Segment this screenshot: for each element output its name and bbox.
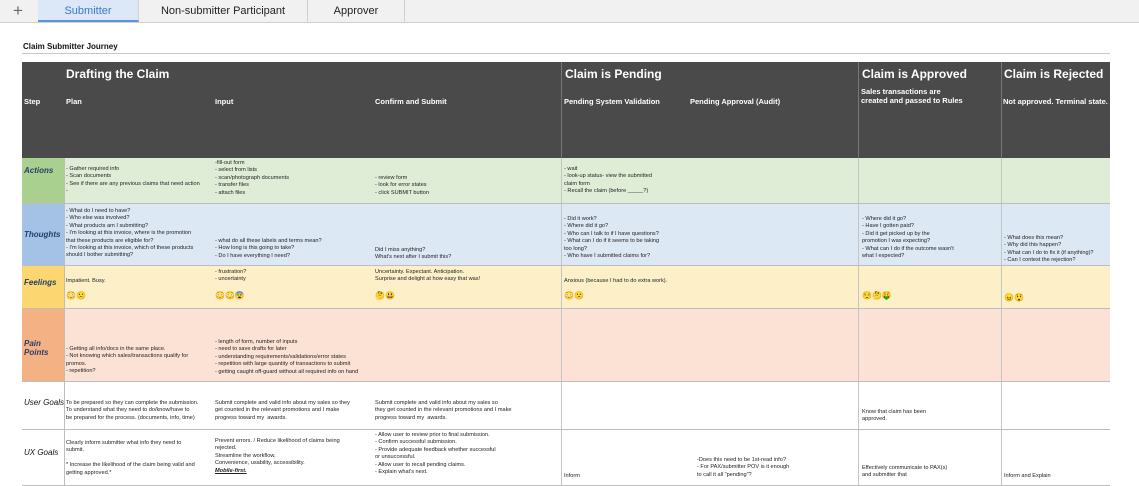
actions-validation: - wait - look-up status- view the submitted claim form - Recall the claim (before _____?) [564,166,652,195]
ux-goals-plan: Clearly inform submitter what info they need to submit. * Increase the likelihood of the claim being valid and getting approved.* [66,440,195,476]
stage-step: Step [24,97,41,106]
ux-goals-rejected: Inform and Explain [1004,473,1051,479]
phase-drafting: Drafting the Claim [66,67,170,81]
pain-plan: - Getting all info/docs in the same place. - Not knowing which sales/transactions qualify for promos. - repetition? [66,346,189,375]
row-feelings [22,266,1110,309]
feelings-validation-emoji-icon: 😳🙁 [564,291,584,300]
actions-confirm: - review form - look for error states - click SUBMIT button [375,175,429,196]
stage-confirm: Confirm and Submit [375,97,447,106]
row-label-user-goals: User Goals [22,382,65,429]
feelings-confirm-emoji-icon: 🤔😃 [375,291,395,300]
header-approved-cell [859,62,1002,158]
feelings-rejected-emoji-icon: 😠😲 [1004,293,1024,302]
row-label-thoughts: Thoughts [22,204,65,265]
row-label-pain-points: Pain Points [22,309,65,381]
thoughts-approved: - Where did it go? - Have I gotten paid? - Did it get picked up by the promotion I was expecting? - What can I do if the outcome wasn't what I expected? [862,216,954,260]
stage-audit: Pending Approval (Audit) [690,97,781,106]
feelings-validation: Anxious (because I had to do extra work). [564,278,668,284]
feelings-plan: Impatient. Busy. [66,278,106,284]
header-drafting-cell [22,62,562,158]
ux-goals-confirm: - Allow user to review prior to final submission. - Confirm successful submission. - Provide adequate feedback whether successful or unsuccessful. - Allow user to recall pending claims. - Explain what's next. [375,432,496,476]
sheet-tab-bar [0,0,1139,23]
feelings-plan-emoji-icon: 😳🙁 [66,291,86,300]
thoughts-rejected: - What does this mean? - Why did this happen? - What can I do to fix it (if anything)? - Can I contest the rejection? [1004,235,1094,264]
user-goals-confirm: Submit complete and valid info about my sales so they get counted in the relevant promotions and I make progress toward my awards. [375,400,512,421]
user-goals-plan: To be prepared so they can complete the submission. To understand what they need to do/know/have to be prepared for the process. (documents, info, time) [66,400,199,421]
pain-input: - length of form, number of inputs - need to save drafts for later - understanding requirements/validations/error states - repetition with large quantity of transactions to submit - getting caught off-guard without all required info on hand [215,339,359,375]
feelings-input-emoji-icon: 😳😳😨 [215,291,245,300]
stage-input: Input [215,97,234,106]
feelings-approved-emoji-icon: 😌🤔🤑 [862,291,892,300]
user-goals-input: Submit complete and valid info about my sales so they get counted in the relevant promotions and I make progress toward my awards. [215,400,350,421]
stage-plan: Plan [66,97,82,106]
ux-goals-input-mobile-first: Mobile-first. [215,468,247,474]
header-pending-cell [562,62,859,158]
row-ux-goals [22,430,1110,486]
ux-goals-input: Prevent errors. / Reduce likelihood of claims being rejected. Streamline the workflow. Convenience, usability, accessibility. [215,438,340,467]
user-goals-approved: Know that claim has been approved. [862,409,927,423]
thoughts-confirm: Did I miss anything? What's next after I submit this? [375,247,452,261]
stage-approved: Sales transactions are created and passed to Rules [861,87,963,105]
phase-rejected: Claim is Rejected [1004,67,1104,81]
tab-non-submitter-participant[interactable]: Non-submitter Participant [139,0,308,22]
row-pain-points [22,309,1110,382]
row-thoughts [22,204,1110,266]
ux-goals-validation: Inform [564,473,580,479]
row-label-ux-goals: UX Goals [22,430,65,485]
row-label-actions: Actions [22,158,65,203]
tab-submitter[interactable]: Submitter [38,0,139,22]
actions-input: -fill-out form - select from lists - scan/photograph documents - transfer files - attach files [215,160,290,196]
sheet-title: Claim Submitter Journey [23,42,118,51]
thoughts-input: - what do all these labels and terms mean? - How long is this going to take? - Do I have everything I need? [215,238,322,259]
thoughts-validation: - Did it work? - Where did it go? - Who can I talk to if I have questions? - What can I do if it seems to be taking too long? - Who have I submitted claims for? [564,216,660,260]
row-label-feelings: Feelings [22,266,65,308]
row-actions [22,158,1110,204]
phase-approved: Claim is Approved [862,67,967,81]
stage-validation: Pending System Validation [564,97,660,106]
tab-approver[interactable]: Approver [308,0,405,22]
thoughts-plan: - What do I need to have? - Who else was involved? - What products am I submitting? - I'm looking at this invoice, where is the promotion that these products are eligible for? - I'm looking at this invoice, which of these products should I bother submitting? [66,208,194,259]
feelings-input: - frustration? - uncertainty [215,269,247,283]
header-band [22,62,1110,158]
ux-goals-audit: -Does this need to be 1st-read info? - For PAX/submitter POV is it enough to call it all "pending"? [697,457,790,478]
ux-goals-approved: Effectively communicate to PAX(s) and submitter that [862,465,948,479]
header-rejected-cell [1002,62,1110,158]
journey-map-grid [22,53,1110,479]
add-sheet-plus-icon[interactable]: + [13,1,23,20]
feelings-confirm: Uncertainty. Expectant. Anticipation. Surprise and delight at how easy that was! [375,269,481,283]
row-user-goals [22,382,1110,430]
stage-rejected: Not approved. Terminal state. [1003,97,1108,106]
phase-pending: Claim is Pending [565,67,662,81]
actions-plan: - Gather required info - Scan documents - See if there are any previous claims that need action - [66,166,200,195]
